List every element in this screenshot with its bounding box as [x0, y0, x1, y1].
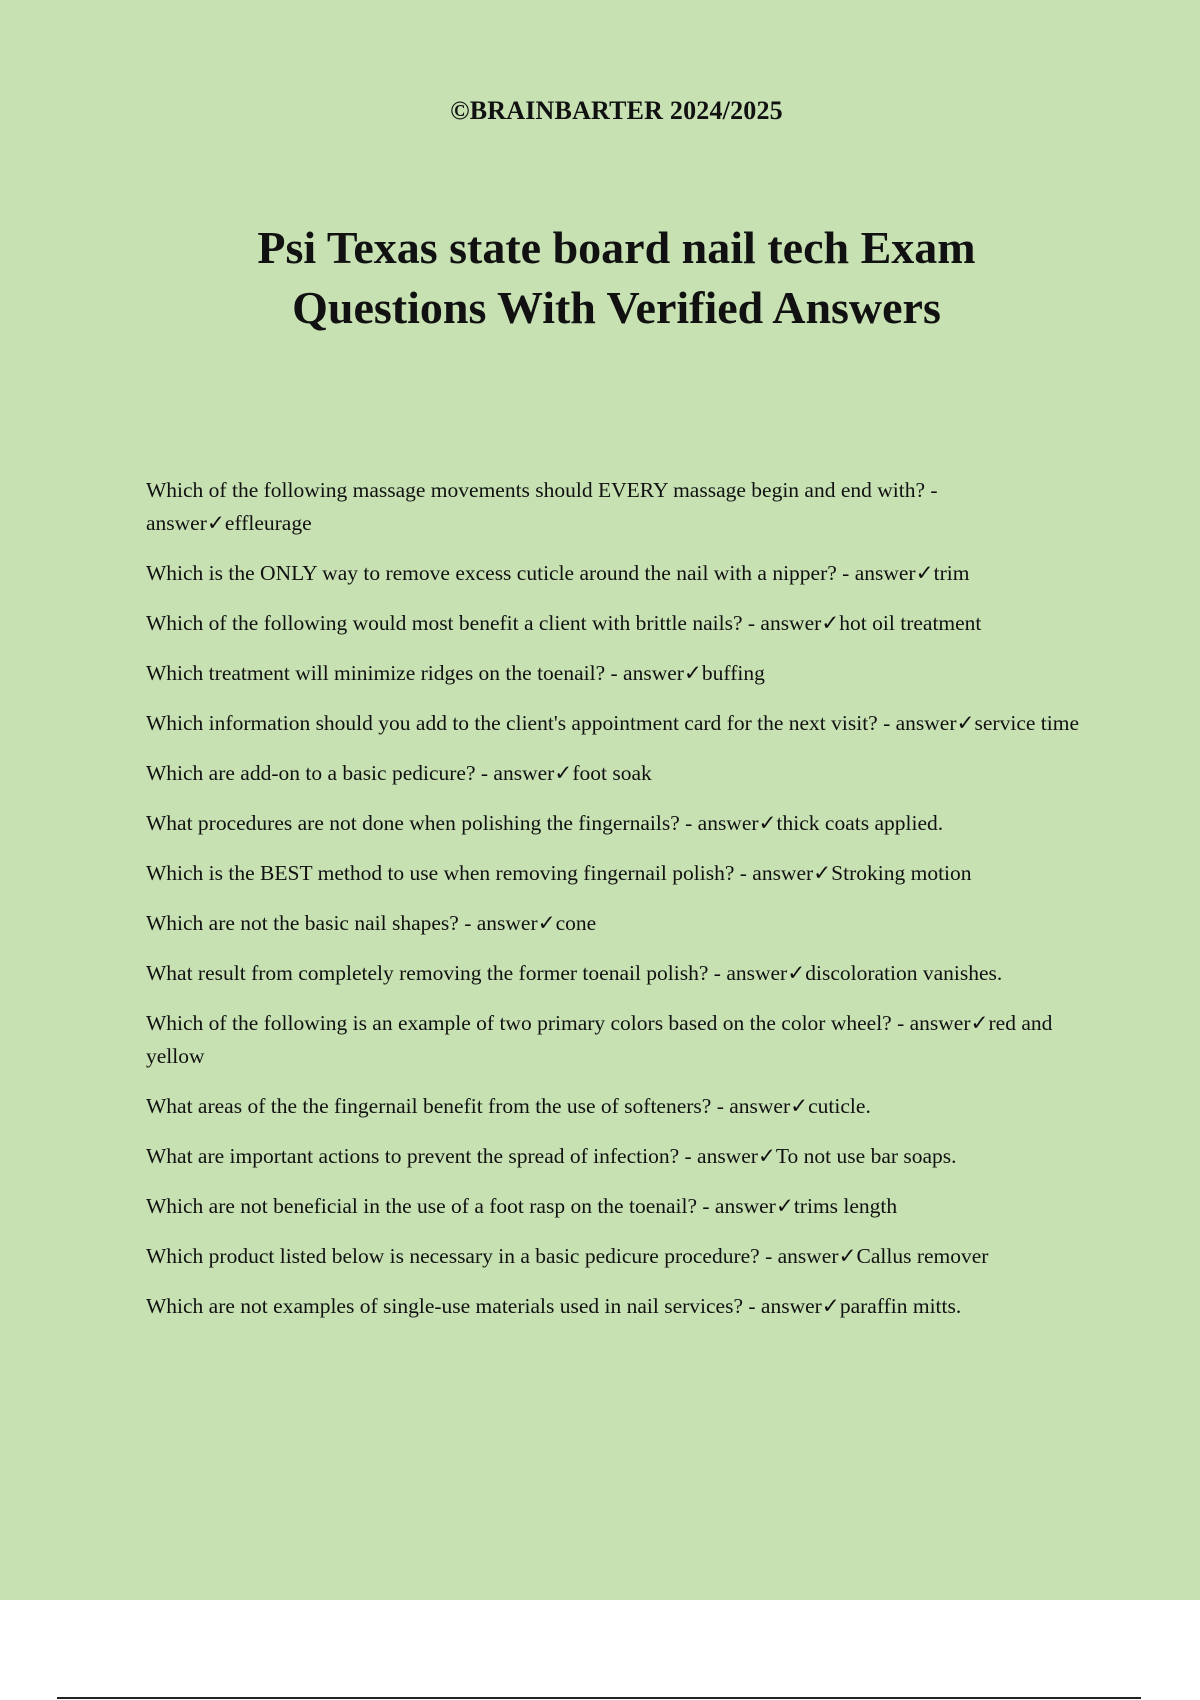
document-title: Psi Texas state board nail tech Exam Questions With Verified Answers — [257, 222, 976, 333]
qa-item: Which are add-on to a basic pedicure? - answer✓foot soak — [146, 761, 652, 785]
qa-item: Which treatment will minimize ridges on the toenail? - answer✓buffing — [146, 661, 765, 685]
qa-item: Which is the BEST method to use when removing fingernail polish? - answer✓Stroking motion — [146, 861, 972, 885]
footer-divider — [57, 1697, 1141, 1699]
qa-item: What result from completely removing the former toenail polish? - answer✓discoloration vanishes. — [146, 961, 1003, 985]
qa-item: Which is the ONLY way to remove excess cuticle around the nail with a nipper? - answer✓trim — [146, 561, 970, 585]
qa-item: Which of the following massage movements should EVERY massage begin and end with? - answer✓effleurage — [146, 478, 938, 535]
qa-item: Which are not the basic nail shapes? - answer✓cone — [146, 911, 597, 935]
question-answer-list — [146, 474, 1096, 1340]
qa-item: Which are not beneficial in the use of a foot rasp on the toenail? - answer✓trims length — [146, 1194, 898, 1218]
qa-item: Which of the following would most benefit a client with brittle nails? - answer✓hot oil treatment — [146, 611, 982, 635]
qa-item: What procedures are not done when polishing the fingernails? - answer✓thick coats applied. — [146, 811, 944, 835]
qa-item: Which are not examples of single-use materials used in nail services? - answer✓paraffin mitts. — [146, 1294, 962, 1318]
qa-item: What areas of the the fingernail benefit from the use of softeners? - answer✓cuticle. — [146, 1094, 871, 1118]
qa-item: Which product listed below is necessary in a basic pedicure procedure? - answer✓Callus remover — [146, 1244, 989, 1268]
qa-item: What are important actions to prevent the spread of infection? - answer✓To not use bar soaps. — [146, 1144, 957, 1168]
qa-item: Which of the following is an example of two primary colors based on the color wheel? - answer✓red and yellow — [146, 1011, 1053, 1068]
copyright-header: ©BRAINBARTER 2024/2025 — [450, 96, 783, 125]
qa-item: Which information should you add to the client's appointment card for the next visit? - answer✓service time — [146, 711, 1079, 735]
